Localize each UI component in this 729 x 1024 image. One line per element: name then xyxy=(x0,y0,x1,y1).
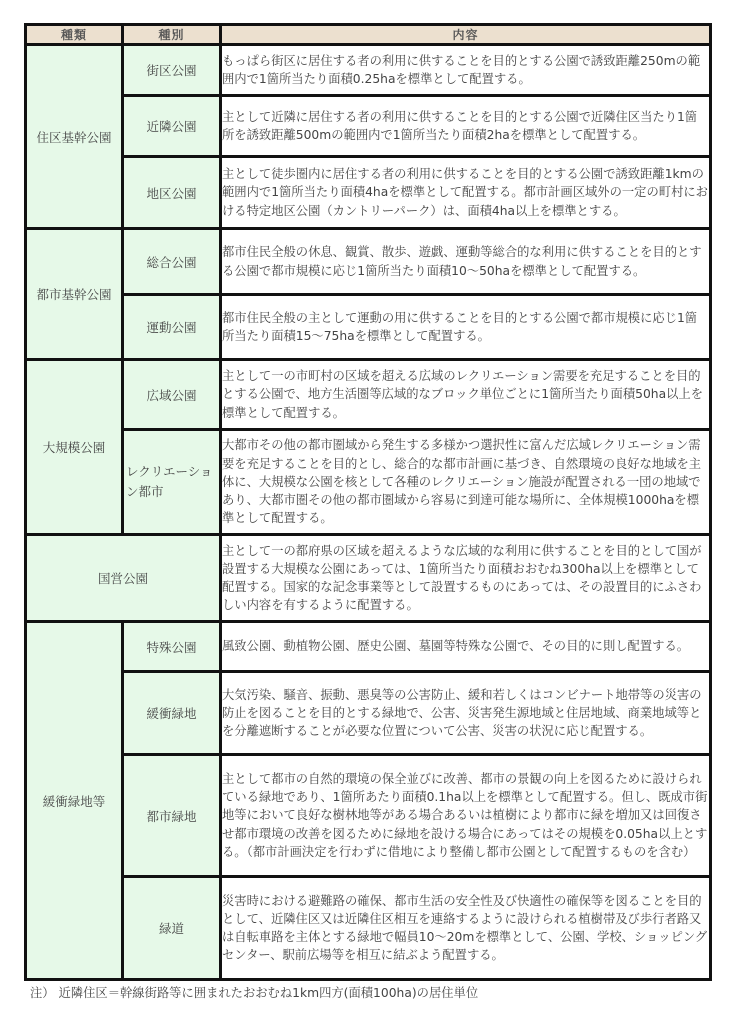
table-row xyxy=(26,622,711,672)
table-row xyxy=(26,96,711,157)
content-cell: もっぱら街区に居住する者の利用に供することを目的とする公園で誘致距離250mの範囲内で1箇所当たり面積0.25haを標準として配置する。 xyxy=(221,45,711,96)
footnote: 注） 近隣住区＝幹線街路等に囲まれたおおむね1km四方(面積100ha)の居住単位 xyxy=(30,986,479,1000)
category-cell: 国営公園 xyxy=(26,535,221,622)
table-row xyxy=(26,535,711,622)
content-cell: 大気汚染、騒音、振動、悪臭等の公害防止、緩和若しくはコンビナート地帯等の災害の防止を図ることを目的とする緑地で、公害、災害発生源地域と住居地域、商業地域等とを分離遮断することが必要な位置について公害、災害の状況に応じ配置する。 xyxy=(221,672,711,755)
table-row xyxy=(26,430,711,535)
type-cell: レクリエーション都市 xyxy=(123,430,221,535)
type-cell: 都市緑地 xyxy=(123,755,221,877)
table-row xyxy=(26,877,711,980)
content-cell: 主として徒歩圏内に居住する者の利用に供することを目的とする公園で誘致距離1kmの範囲内で1箇所当たり面積4haを標準として配置する。都市計画区域外の一定の町村における特定地区公園（カントリーパーク）は、面積4ha以上を標準とする。 xyxy=(221,157,711,229)
content-cell: 主として一の都府県の区域を超えるような広域的な利用に供することを目的として国が設置する大規模な公園にあっては、1箇所当たり面積おおむね300ha以上を標準として配置する。国家的な記念事業等として設置するものにあっては、その設置目的にふさわしい内容を有するように配置する。 xyxy=(221,535,711,622)
type-cell: 地区公園 xyxy=(123,157,221,229)
table-row xyxy=(26,360,711,430)
content-cell: 都市住民全般の主として運動の用に供することを目的とする公園で都市規模に応じ1箇所当たり面積15～75haを標準として配置する。 xyxy=(221,295,711,360)
content-cell: 大都市その他の都市圏域から発生する多様かつ選択性に富んだ広域レクリエーション需要を充足することを目的とし、総合的な都市計画に基づき、自然環境の良好な地域を主体に、大規模な公園を核として各種のレクリエーション施設が配置される一団の地域であり、大都市圏その他の都市圏域から容易に到達可能な場所に、全体規模1000haを標準として配置する。 xyxy=(221,430,711,535)
content-cell: 風致公園、動植物公園、歴史公園、墓園等特殊な公園で、その目的に則し配置する。 xyxy=(221,622,711,672)
content-cell: 都市住民全般の休息、観賞、散歩、遊戯、運動等総合的な利用に供することを目的とする公園で都市規模に応じ1箇所当たり面積10～50haを標準として配置する。 xyxy=(221,229,711,295)
header-type: 種別 xyxy=(123,25,221,45)
content-cell: 主として一の市町村の区域を超える広域のレクリエーション需要を充足することを目的とする公園で、地方生活圏等広域的なブロック単位ごとに1箇所当たり面積50ha以上を標準として配置する。 xyxy=(221,360,711,430)
type-cell: 広域公園 xyxy=(123,360,221,430)
category-cell: 緩衝緑地等 xyxy=(26,622,123,980)
type-cell: 街区公園 xyxy=(123,45,221,96)
table-row xyxy=(26,229,711,295)
header-category: 種類 xyxy=(26,25,123,45)
park-classification-table xyxy=(24,23,712,981)
category-cell: 大規模公園 xyxy=(26,360,123,535)
table-row xyxy=(26,157,711,229)
content-cell: 主として近隣に居住する者の利用に供することを目的とする公園で近隣住区当たり1箇所を誘致距離500mの範囲内で1箇所当たり面積2haを標準として配置する。 xyxy=(221,96,711,157)
table-row xyxy=(26,672,711,755)
table-row xyxy=(26,755,711,877)
header-content: 内容 xyxy=(221,25,711,45)
type-cell: 緩衝緑地 xyxy=(123,672,221,755)
table-row xyxy=(26,45,711,96)
type-cell: 緑道 xyxy=(123,877,221,980)
type-cell: 運動公園 xyxy=(123,295,221,360)
type-cell: 総合公園 xyxy=(123,229,221,295)
header-row xyxy=(26,25,711,45)
type-cell: 特殊公園 xyxy=(123,622,221,672)
category-cell: 都市基幹公園 xyxy=(26,229,123,360)
table-row xyxy=(26,295,711,360)
type-cell: 近隣公園 xyxy=(123,96,221,157)
category-cell: 住区基幹公園 xyxy=(26,45,123,229)
content-cell: 災害時における避難路の確保、都市生活の安全性及び快適性の確保等を図ることを目的として、近隣住区又は近隣住区相互を連絡するように設けられる植樹帯及び歩行者路又は自転車路を主体とする緑地で幅員10～20mを標準として、公園、学校、ショッピングセンター、駅前広場等を相互に結ぶよう配置する。 xyxy=(221,877,711,980)
content-cell: 主として都市の自然的環境の保全並びに改善、都市の景観の向上を図るために設けられている緑地であり、1箇所あたり面積0.1ha以上を標準として配置する。但し、既成市街地等において良好な樹林地等がある場合あるいは植樹により都市に緑を増加又は回復させ都市環境の改善を図るために緑地を設ける場合にあってはその規模を0.05ha以上とする。（都市計画決定を行わずに借地により整備し都市公園として配置するものを含む） xyxy=(221,755,711,877)
